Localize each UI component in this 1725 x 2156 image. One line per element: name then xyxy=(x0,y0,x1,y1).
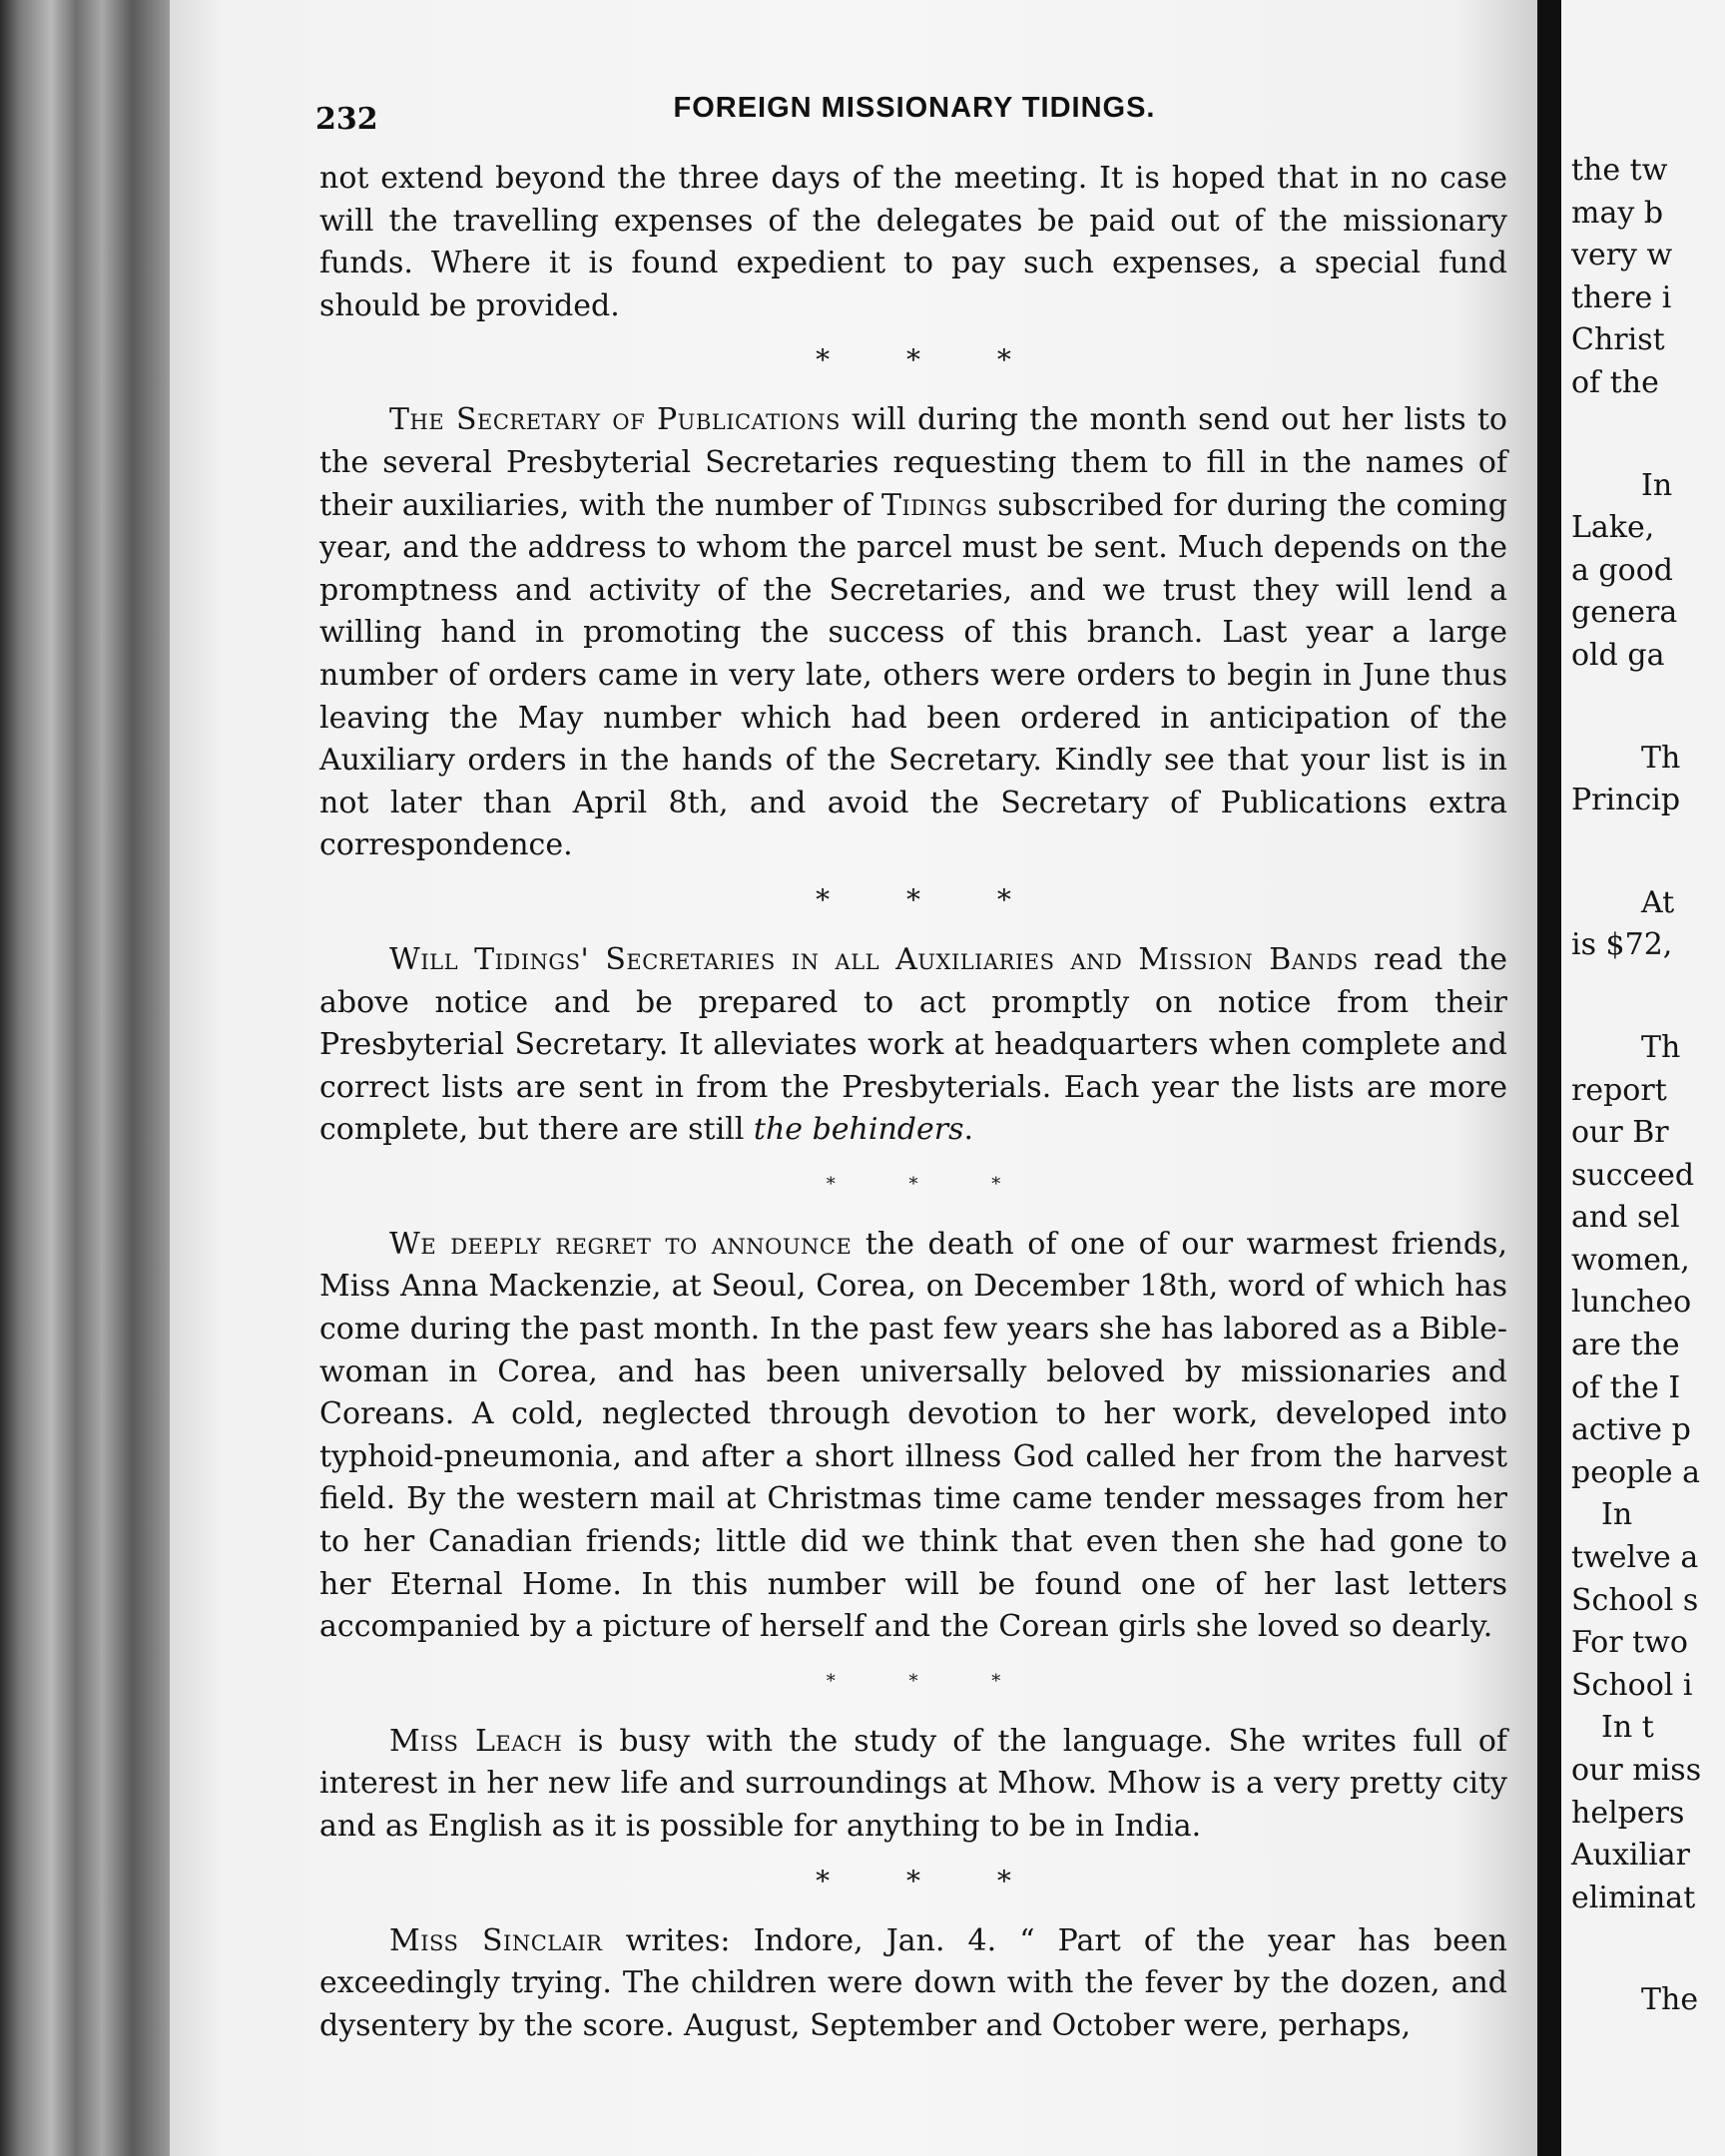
page-body xyxy=(319,158,1507,2047)
right-page-text xyxy=(1571,150,1725,2022)
book-gutter xyxy=(1537,0,1561,2156)
paragraph-lead: The Secretary of Publications xyxy=(389,402,841,438)
paragraph-text: Tidings xyxy=(880,487,988,523)
right-line: Th xyxy=(1641,1029,1681,1065)
book-page-edges xyxy=(0,0,170,2156)
right-line: School i xyxy=(1571,1667,1693,1703)
right-line: of the I xyxy=(1571,1369,1681,1405)
right-line: active p xyxy=(1571,1412,1691,1448)
section-separator: * * * xyxy=(816,1864,1045,1897)
right-line: In xyxy=(1601,1497,1633,1533)
right-line: School s xyxy=(1571,1582,1699,1618)
right-line: Auxiliar xyxy=(1571,1838,1690,1874)
right-line: luncheo xyxy=(1571,1285,1692,1321)
right-line: report xyxy=(1571,1072,1667,1108)
right-line: a good xyxy=(1571,552,1673,588)
paragraph-tidings-secretaries xyxy=(319,939,1507,1152)
paragraph-text: will during the month send out her lists to the several Presbyterial Secretaries requesting them to fill in the names of their auxiliaries, with the number of xyxy=(319,402,1507,523)
right-line: Princip xyxy=(1571,783,1681,818)
right-line: In xyxy=(1641,467,1673,503)
section-separator: * * * xyxy=(826,1670,1035,1692)
right-line: of the xyxy=(1571,364,1659,400)
paragraph-death-announcement xyxy=(319,1224,1507,1649)
paragraph-text: read the above notice and be prepared to act promptly on notice from their Presbyterial Secretary. It alleviates work at headquarters when complete and correct lists are sent in from the Presbyterials. Each year the lists are more complete, but there are still xyxy=(319,941,1507,1148)
right-line: very w xyxy=(1571,238,1673,273)
right-line: our Br xyxy=(1571,1115,1669,1151)
right-line: are the xyxy=(1571,1328,1680,1363)
right-line: and sel xyxy=(1571,1200,1680,1236)
paragraph-miss-sinclair xyxy=(319,1920,1507,2048)
right-line: In t xyxy=(1601,1710,1654,1746)
paragraph-text: the death of one of our warmest friends, Miss Anna Mackenzie, at Seoul, Corea, on December 18th, word of which has come during the past month. In the past few years she has labored as a Bible-woman in Corea, and has been universally beloved by missionaries and Coreans. A cold, neglected through devotion to her work, developed into typhoid-pneumonia, and after a short illness God called her from the harvest field. By the western mail at Christmas time came tender messages from her to her Canadian friends; little did we think that even then she had gone to her Eternal Home. In this number will be found one of her last letters accompanied by a picture of herself and the Corean girls she loved so dearly. xyxy=(319,1226,1507,1645)
right-line: The xyxy=(1641,1982,1699,2018)
right-line: may b xyxy=(1571,195,1664,231)
paragraph-secretary-of-publications xyxy=(319,399,1507,867)
paragraph-lead: Will Tidings' Secretaries in all Auxiliaries and Mission Bands xyxy=(389,941,1359,977)
paragraph-continued: not extend beyond the three days of the meeting. It is hoped that in no case will the travelling expenses of the delegates be paid out of the missionary funds. Where it is found expedient to pay such expenses, a special fund should be provided. xyxy=(319,161,1507,323)
right-line: For two xyxy=(1571,1625,1688,1661)
right-page-partial xyxy=(1561,0,1725,2156)
paragraph-lead: Miss Leach xyxy=(389,1723,563,1759)
right-line: At xyxy=(1641,884,1675,920)
right-line: Th xyxy=(1641,740,1681,776)
paragraph-text: subscribed for during the coming year, and the address to whom the parcel must be sent. Much depends on the promptness and activity of the Secretaries, and we trust they will lend a willing hand in promoting the success of this branch. Last year a large number of orders came in very late, others were orders to begin in June thus leaving the May number which had been ordered in anticipation of the Auxiliary orders in the hands of the Secretary. Kindly see that your list is in not later than April 8th, and avoid the Secretary of Publications extra correspondence. xyxy=(319,487,1507,863)
right-line: old ga xyxy=(1571,637,1665,673)
right-line: twelve a xyxy=(1571,1540,1699,1576)
right-line: succeed xyxy=(1571,1157,1695,1193)
section-separator: * * * xyxy=(826,1173,1035,1195)
right-line: genera xyxy=(1571,595,1678,631)
right-line: our miss xyxy=(1571,1753,1702,1788)
page-number: 232 xyxy=(315,102,378,137)
paragraph-lead: We deeply regret to announce xyxy=(389,1226,853,1262)
right-line: eliminat xyxy=(1571,1880,1696,1915)
right-line: there i xyxy=(1571,279,1672,315)
right-line: women, xyxy=(1571,1242,1690,1278)
running-title: FOREIGN MISSIONARY TIDINGS. xyxy=(673,92,1156,124)
right-line: Christ xyxy=(1571,322,1665,358)
section-separator: * * * xyxy=(816,882,1045,916)
right-line: people a xyxy=(1571,1454,1700,1490)
paragraph-text: is busy with the study of the language. She writes full of interest in her new life and surroundings at Mhow. Mhow is a very pretty city and as English as it is possible for anything to be in India. xyxy=(319,1723,1507,1844)
right-line: helpers xyxy=(1571,1795,1685,1831)
right-line: is $72, xyxy=(1571,927,1673,963)
paragraph-text: . xyxy=(963,1112,974,1148)
paragraph-lead: Miss Sinclair xyxy=(389,1922,603,1958)
page-header xyxy=(315,92,1513,142)
section-separator: * * * xyxy=(816,343,1045,377)
paragraph-italic: the behinders xyxy=(753,1112,964,1148)
paragraph-miss-leach xyxy=(319,1721,1507,1849)
right-line: the tw xyxy=(1571,153,1668,188)
paragraph-text: writes: Indore, Jan. 4. “ Part of the year has been exceedingly trying. The children were down with the fever by the dozen, and dysentery by the score. August, September and October were, perhaps, xyxy=(319,1922,1507,2043)
right-line: Lake, xyxy=(1571,510,1655,546)
